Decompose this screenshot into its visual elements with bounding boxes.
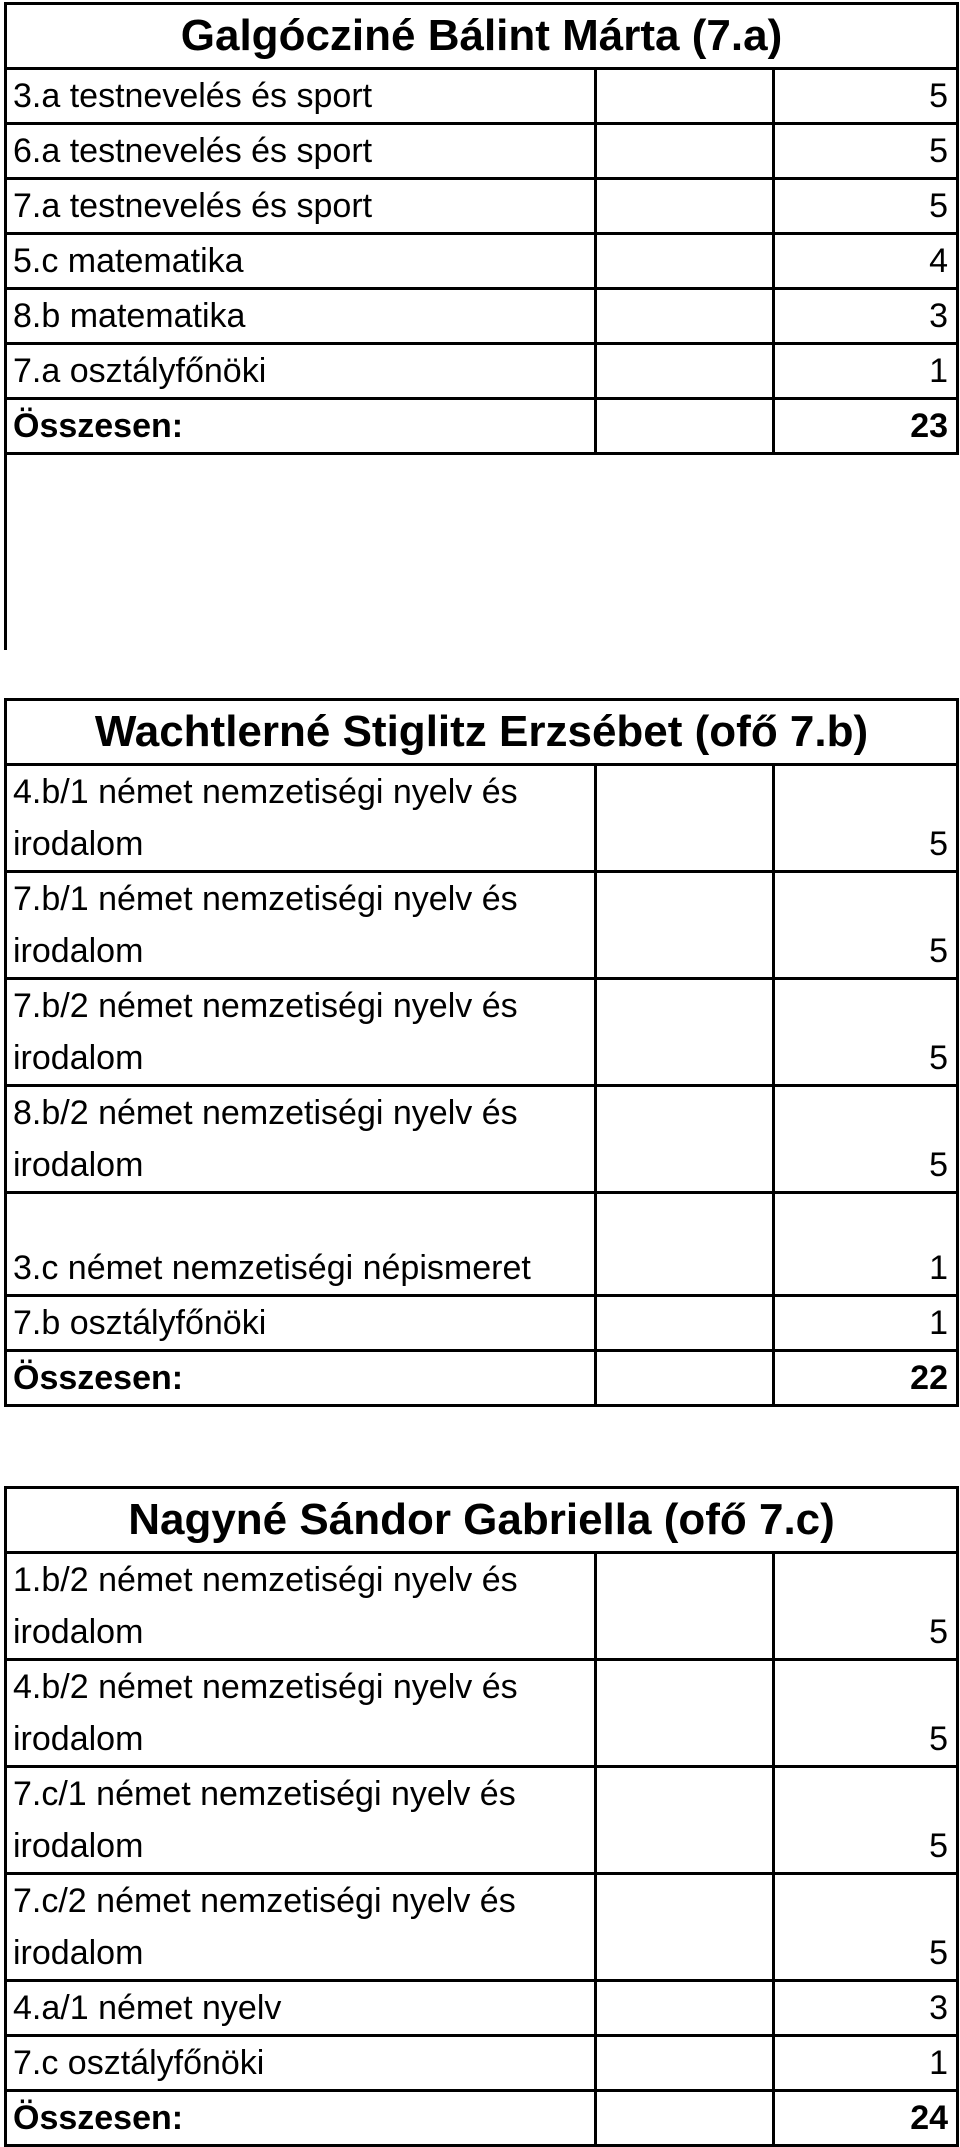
empty-cell [596,69,774,124]
hours-cell: 3 [774,289,958,344]
empty-cell [596,765,774,872]
table-row [6,979,958,1086]
empty-cell [596,2091,774,2146]
subject-cell: 7.b/2 német nemzetiségi nyelv és irodalom [6,979,596,1086]
subject-cell: 8.b/2 német nemzetiségi nyelv és irodalom [6,1086,596,1193]
subject-cell: 4.b/2 német nemzetiségi nyelv és irodalom [6,1660,596,1767]
hours-cell: 5 [774,1767,958,1874]
subject-cell: 7.a osztályfőnöki [6,344,596,399]
table-row [6,1553,958,1660]
hours-cell: 5 [774,979,958,1086]
table-row [6,765,958,872]
table-row [6,1086,958,1193]
empty-cell [596,1553,774,1660]
total-row [6,2091,958,2146]
subject-cell: 1.b/2 német nemzetiségi nyelv és irodalom [6,1553,596,1660]
empty-cell [596,1660,774,1767]
total-value: 24 [774,2091,958,2146]
table-row [6,1193,958,1296]
empty-cell [596,124,774,179]
teacher-title-row [6,1488,958,1553]
empty-cell [596,344,774,399]
total-row [6,1351,958,1406]
subject-cell: 3.a testnevelés és sport [6,69,596,124]
empty-cell [596,1193,774,1296]
total-value: 23 [774,399,958,454]
empty-cell [596,1296,774,1351]
left-border-line [4,424,7,650]
teacher-name: Galgócziné Bálint Márta (7.a) [6,4,958,69]
subject-cell: 7.c/2 német nemzetiségi nyelv és irodalom [6,1874,596,1981]
table-row [6,124,958,179]
empty-cell [596,289,774,344]
table-row [6,1767,958,1874]
empty-cell [596,2036,774,2091]
table-row [6,289,958,344]
empty-cell [596,1981,774,2036]
subject-cell: 7.b osztályfőnöki [6,1296,596,1351]
subject-cell: 6.a testnevelés és sport [6,124,596,179]
table-row [6,1981,958,2036]
subject-cell: 7.b/1 német nemzetiségi nyelv és irodalom [6,872,596,979]
total-row [6,399,958,454]
subject-cell: 8.b matematika [6,289,596,344]
hours-cell: 1 [774,1193,958,1296]
empty-cell [596,1351,774,1406]
hours-cell: 5 [774,872,958,979]
empty-cell [596,234,774,289]
hours-cell: 5 [774,1660,958,1767]
teacher-name: Wachtlerné Stiglitz Erzsébet (ofő 7.b) [6,700,958,765]
table-row [6,1660,958,1767]
empty-cell [596,399,774,454]
hours-cell: 4 [774,234,958,289]
teacher-table-2 [4,698,956,1407]
hours-cell: 5 [774,69,958,124]
subject-cell: 7.c osztályfőnöki [6,2036,596,2091]
empty-cell [596,872,774,979]
hours-cell: 5 [774,765,958,872]
empty-cell [596,979,774,1086]
hours-cell: 1 [774,2036,958,2091]
empty-cell [596,1874,774,1981]
table-row [6,2036,958,2091]
subject-cell: 7.a testnevelés és sport [6,179,596,234]
hours-cell: 3 [774,1981,958,2036]
table-row [6,1874,958,1981]
empty-cell [596,1086,774,1193]
total-value: 22 [774,1351,958,1406]
total-label: Összesen: [6,1351,596,1406]
teacher-title-row [6,700,958,765]
total-label: Összesen: [6,2091,596,2146]
table-row [6,69,958,124]
subject-cell: 5.c matematika [6,234,596,289]
hours-cell: 5 [774,124,958,179]
hours-cell: 1 [774,344,958,399]
subject-cell: 3.c német nemzetiségi népismeret [6,1193,596,1296]
teacher-title-row [6,4,958,69]
total-label: Összesen: [6,399,596,454]
table-row [6,344,958,399]
hours-cell: 5 [774,179,958,234]
table-row [6,234,958,289]
empty-cell [596,1767,774,1874]
hours-cell: 5 [774,1553,958,1660]
subject-cell: 4.b/1 német nemzetiségi nyelv és irodalom [6,765,596,872]
table-row [6,872,958,979]
teacher-name: Nagyné Sándor Gabriella (ofő 7.c) [6,1488,958,1553]
subject-cell: 7.c/1 német nemzetiségi nyelv és irodalom [6,1767,596,1874]
subject-cell: 4.a/1 német nyelv [6,1981,596,2036]
empty-cell [596,179,774,234]
teacher-table-3 [4,1486,956,2147]
hours-cell: 5 [774,1874,958,1981]
table-row [6,1296,958,1351]
hours-cell: 5 [774,1086,958,1193]
table-row [6,179,958,234]
hours-cell: 1 [774,1296,958,1351]
teacher-table-1 [4,2,956,455]
